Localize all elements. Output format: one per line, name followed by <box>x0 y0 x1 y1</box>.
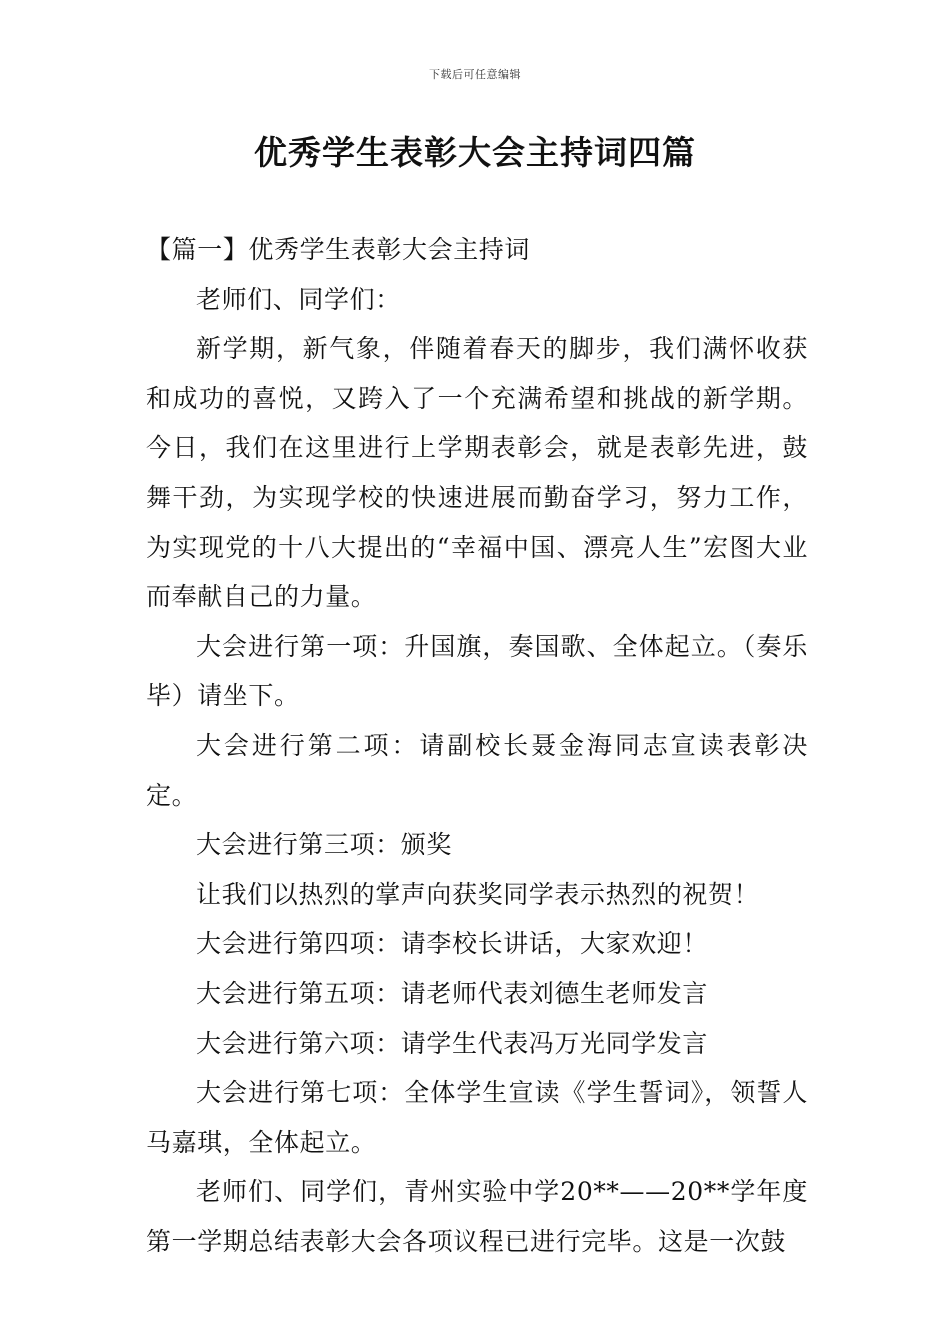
paragraph-item-1: 大会进行第一项：升国旗，奏国歌、全体起立。（奏乐毕）请坐下。 <box>146 631 808 711</box>
paragraph-item-7: 大会进行第七项：全体学生宣读《学生誓词》，领誓人马嘉琪，全体起立。 <box>146 1078 808 1157</box>
paragraph-item-5: 大会进行第五项：请老师代表刘德生老师发言 <box>196 978 709 1008</box>
paragraph-greeting: 老师们、同学们： <box>196 284 401 314</box>
page-header-note: 下载后可任意编辑 <box>429 68 521 81</box>
paragraph-congratulations: 让我们以热烈的掌声向获奖同学表示热烈的祝贺！ <box>196 879 760 909</box>
section-heading: 【篇一】优秀学生表彰大会主持词 <box>146 235 531 264</box>
paragraph-closing: 老师们、同学们，青州实验中学20**——20**学年度第一学期总结表彰大会各项议程已进行完毕。这是一次鼓 <box>146 1177 808 1256</box>
document-body <box>146 225 808 1266</box>
paragraph-opening: 新学期，新气象，伴随着春天的脚步，我们满怀收获和成功的喜悦，又跨入了一个充满希望和挑战的新学期。今日，我们在这里进行上学期表彰会，就是表彰先进，鼓舞干劲，为实现学校的快速进展而勤奋学习，努力工作，为实现党的十八大提出的“幸福中国、漂亮人生”宏图大业而奉献自己的力量。 <box>146 334 808 612</box>
paragraph-item-2: 大会进行第二项：请副校长聂金海同志宣读表彰决定。 <box>146 730 808 810</box>
paragraph-item-4: 大会进行第四项：请李校长讲话，大家欢迎！ <box>196 929 709 959</box>
paragraph-item-6: 大会进行第六项：请学生代表冯万光同学发言 <box>196 1028 709 1058</box>
document-title: 优秀学生表彰大会主持词四篇 <box>254 133 696 172</box>
paragraph-item-3: 大会进行第三项：颁奖 <box>196 830 453 860</box>
